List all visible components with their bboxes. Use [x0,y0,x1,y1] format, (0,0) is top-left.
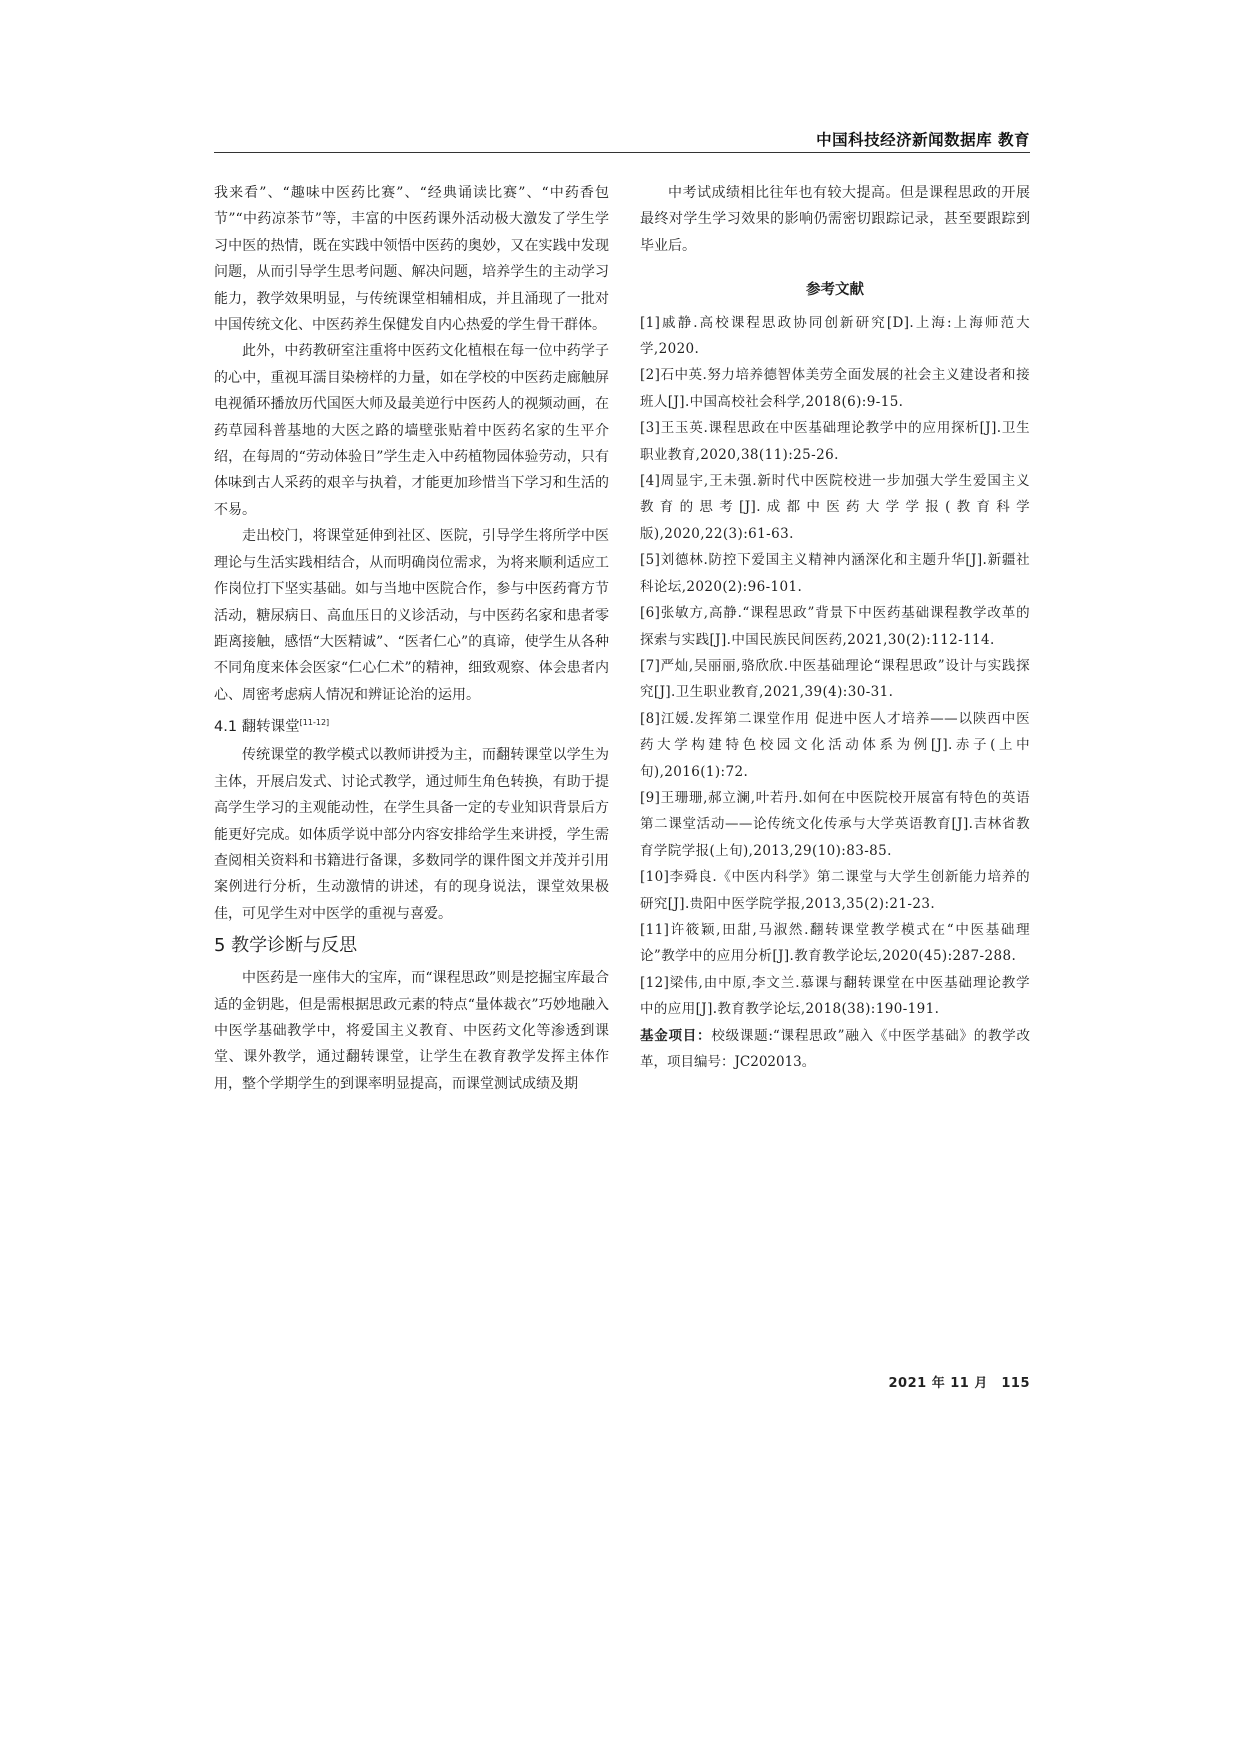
reference-item: [4]周显宇,王未强.新时代中医院校进一步加强大学生爱国主义教育的思考[J].成都中医药大学学报(教育科学版),2020,22(3):61-63. [640,473,1030,542]
section-heading-4-1 [214,710,609,740]
references-title: 参考文献 [806,281,864,299]
fund-note [640,1023,1030,1076]
paragraph: 走出校门，将课堂延伸到社区、医院，引导学生将所学中医理论与生活实践相结合，从而明确岗位需求，为将来顺利适应工作岗位打下坚实基础。如与当地中医院合作，参与中医药膏方节活动，糖尿病日、高血压日的义诊活动，与中医药名家和患者零距离接触，感悟“大医精诚”、“医者仁心”的真谛，使学生从各种不同角度来体会医家“仁心仁术”的精神，细致观察、体会患者内心、周密考虑病人情况和辨证论治的运用。 [214,528,609,703]
fund-text: 校级课题:“课程思政”融入《中医学基础》的教学改革，项目编号：JC202013。 [640,1027,1030,1070]
page-footer: 2021 年 11 月 115 [888,1376,1030,1391]
reference-item: [12]梁伟,由中原,李文兰.慕课与翻转课堂在中医基础理论教学中的应用[J].教育教学论坛,2018(38):190-191. [640,974,1030,1018]
reference-item: [2]石中英.努力培养德智体美劳全面发展的社会主义建设者和接班人[J].中国高校社会科学,2018(6):9-15. [640,367,1030,410]
paragraph: 中医药是一座伟大的宝库，而“课程思政”则是挖掘宝库最合适的金钥匙，但是需根据思政元素的特点“量体裁衣”巧妙地融入中医学基础教学中，将爱国主义教育、中医药文化等渗透到课堂、课外教学，通过翻转课堂，让学生在教育教学发挥主体作用，整个学期学生的到课率明显提高，而课堂测试成绩及期 [214,970,609,1092]
reference-item: [10]李舜良.《中医内科学》第二课堂与大学生创新能力培养的研究[J].贵阳中医学院学报,2013,35(2):21-23. [640,869,1030,912]
fund-label: 基金项目： [640,1027,712,1044]
journal-title: 中国科技经济新闻数据库 教育 [816,131,1030,149]
reference-item: [6]张敏方,高静.“课程思政”背景下中医药基础课程教学改革的探索与实践[J].中国民族民间医药,2021,30(2):112-114. [640,605,1030,648]
heading-text: 4.1 翻转课堂 [214,718,300,735]
reference-item: [5]刘德林.防控下爱国主义精神内涵深化和主题升华[J].新疆社科论坛,2020(2):96-101. [640,552,1030,595]
paragraph: 此外，中药教研室注重将中医药文化植根在每一位中药学子的心中，重视耳濡目染榜样的力量，如在学校的中医药走廊触屏电视循环播放历代国医大师及最美逆行中医药人的视频动画，在药草园科普基地的大医之路的墙壁张贴着中医药名家的生平介绍，在每周的“劳动体验日”学生走入中药植物园体验劳动，只有体味到古人采药的艰辛与执着，才能更加珍惜当下学习和生活的不易。 [214,343,609,518]
paragraph: 中考试成绩相比往年也有较大提高。但是课程思政的开展最终对学生学习效果的影响仍需密切跟踪记录，甚至要跟踪到毕业后。 [640,185,1030,254]
paragraph: 传统课堂的教学模式以教师讲授为主，而翻转课堂以学生为主体，开展启发式、讨论式教学，通过师生角色转换，有助于提高学生学习的主观能动性，在学生具备一定的专业知识背景后方能更好完成。如体质学说中部分内容安排给学生来讲授，学生需查阅相关资料和书籍进行备课，多数同学的课件图文并茂并引用案例进行分析，生动激情的讲述，有的现身说法，课堂效果极佳，可见学生对中医学的重视与喜爱。 [214,747,609,922]
citation-marker: [11-12] [299,718,330,728]
reference-item: [8]江媛.发挥第二课堂作用 促进中医人才培养——以陕西中医药大学构建特色校园文化活动体系为例[J].赤子(上中旬),2016(1):72. [640,710,1030,780]
references-list [640,310,1030,1023]
reference-item: [7]严灿,吴丽丽,骆欣欣.中医基础理论“课程思政”设计与实践探究[J].卫生职业教育,2021,39(4):30-31. [640,657,1030,701]
right-column [640,180,1030,1075]
reference-item: [3]王玉英.课程思政在中医基础理论教学中的应用探析[J].卫生职业教育,2020,38(11):25-26. [640,420,1030,463]
reference-item: [11]许筱颖,田甜,马淑然.翻转课堂教学模式在“中医基础理论”教学中的应用分析[J].教育教学论坛,2020(45):287-288. [640,921,1030,965]
reference-item: [9]王珊珊,郝立澜,叶若丹.如何在中医院校开展富有特色的英语第二课堂活动——论传统文化传承与大学英语教育[J].吉林省教育学院学报(上旬),2013,29(10):83-85. [640,789,1030,859]
page-header [214,128,1030,153]
section-heading-5: 5 教学诊断与反思 [214,935,358,957]
paragraph: 我来看”、“趣味中医药比赛”、“经典诵读比赛”、“中药香包节”“中药凉茶节”等，丰富的中医药课外活动极大激发了学生学习中医的热情，既在实践中领悟中医药的奥妙，又在实践中发现问题，从而引导学生思考问题、解决问题，培养学生的主动学习能力，教学效果明显，与传统课堂相辅相成，并且涌现了一批对中国传统文化、中医药养生保健发自内心热爱的学生骨干群体。 [214,185,609,334]
reference-item: [1]戚静.高校课程思政协同创新研究[D].上海:上海师范大学,2020. [640,314,1030,358]
left-column [214,180,609,1097]
